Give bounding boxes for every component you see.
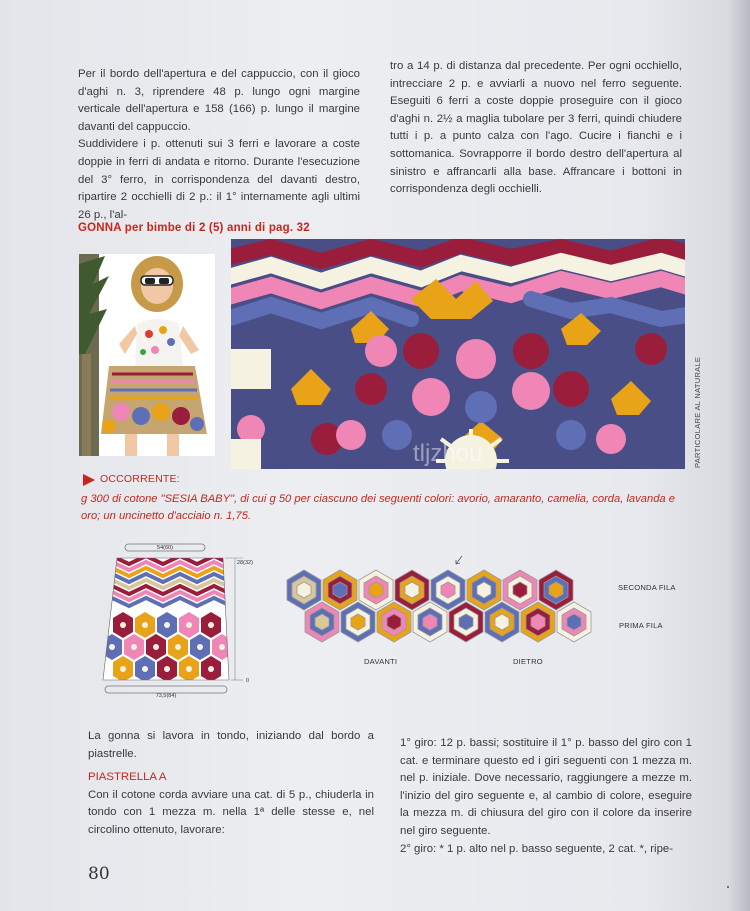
- paragraph: Suddividere i p. ottenuti sui 3 ferri e lavorare a coste doppie in ferri di andata e ritorno. Durante l'esecuzione del 3° ferro, in corrispondenza del davanti destro, ripartire 2 occhielli di 2 p.: il 1° internamente agli ultimi 26 p., l'al-: [78, 138, 360, 221]
- photo-caption: PARTICOLARE AL NATURALE: [693, 356, 702, 468]
- back-label: DIETRO: [513, 657, 543, 666]
- red-triangle-icon: [83, 474, 95, 486]
- tile-layout-diagram: [282, 550, 612, 650]
- page-number: 80: [88, 864, 110, 884]
- crochet-detail-photo: [231, 239, 685, 469]
- bottom-measure: 73,5(84): [155, 693, 177, 699]
- page-gutter-shadow: [728, 0, 750, 911]
- skirt-schema-diagram: [95, 540, 265, 700]
- top-left-column: [78, 66, 360, 224]
- first-row-label: PRIMA FILA: [619, 621, 663, 630]
- girl-photo: [79, 254, 215, 456]
- top-right-column: [390, 58, 682, 199]
- materials-label: OCCORRENTE:: [100, 473, 180, 485]
- zero-label: 0: [246, 678, 250, 684]
- top-measure: 54(60): [157, 545, 173, 551]
- second-row-label: SECONDA FILA: [618, 583, 676, 592]
- paragraph: Con il cotone corda avviare una cat. di 5 p., chiuderla in tondo con 1 mezza m. nella 1ª delle stesse e, nel circolino ottenuto, lavorare:: [88, 788, 374, 836]
- subsection-title: PIASTRELLA A: [88, 771, 167, 784]
- paragraph: tro a 14 p. di distanza dal precedente. Per ogni occhiello, intrecciare 2 p. e avviarli a nuovo nel ferro seguente. Eseguiti 6 ferri a coste doppie proseguire con il gioco d'aghi n. 2½ a maglia tubolare per 3 ferri, quindi chiudere tutti i p. a punto calza con l'ago. Cucire i fianchi e i sottomanica. Sovrapporre il bordo destro dell'apertura al sinistro e affrancarli alla base. Affrancare i bottoni in corrispondenza degli occhielli.: [390, 60, 682, 196]
- materials-text: g 300 di cotone "SESIA BABY", di cui g 50 per ciascuno dei seguenti colori: avorio, amaranto, camelia, corda, lavanda e oro; un uncinetto d'acciaio n. 1,75.: [81, 493, 675, 522]
- front-label: DAVANTI: [364, 657, 398, 666]
- bottom-left-column: [88, 728, 374, 840]
- bottom-right-column: [400, 735, 692, 858]
- paragraph: La gonna si lavora in tondo, iniziando dal bordo a piastrelle.: [88, 730, 374, 760]
- section-title: GONNA per bimbe di 2 (5) anni di pag. 32: [78, 222, 310, 234]
- height-measure: 28(32): [237, 560, 253, 566]
- paragraph: Per il bordo dell'apertura e del cappuccio, con il gioco d'aghi n. 3, riprendere 48 p. lungo ogni margine verticale dell'apertura e 158 (166) p. lungo il margine davanti del cappuccio.: [78, 68, 360, 133]
- paragraph: 1° giro: 12 p. bassi; sostituire il 1° p. basso del giro con 1 cat. e terminare questo ed i giri seguenti con 1 mezza m. nel p. iniziale. Dove necessario, raggiungere a mezze m. l'inizio del giro seguente e, al cambio di colore, eseguire la mezza m. di chiusura del giro con il colore da inserire nel giro seguente.: [400, 737, 692, 837]
- dust-speck: [727, 886, 729, 888]
- paragraph: 2° giro: * 1 p. alto nel p. basso seguente, 2 cat. *, ripe-: [400, 842, 674, 855]
- watermark: tljzhou: [413, 440, 483, 467]
